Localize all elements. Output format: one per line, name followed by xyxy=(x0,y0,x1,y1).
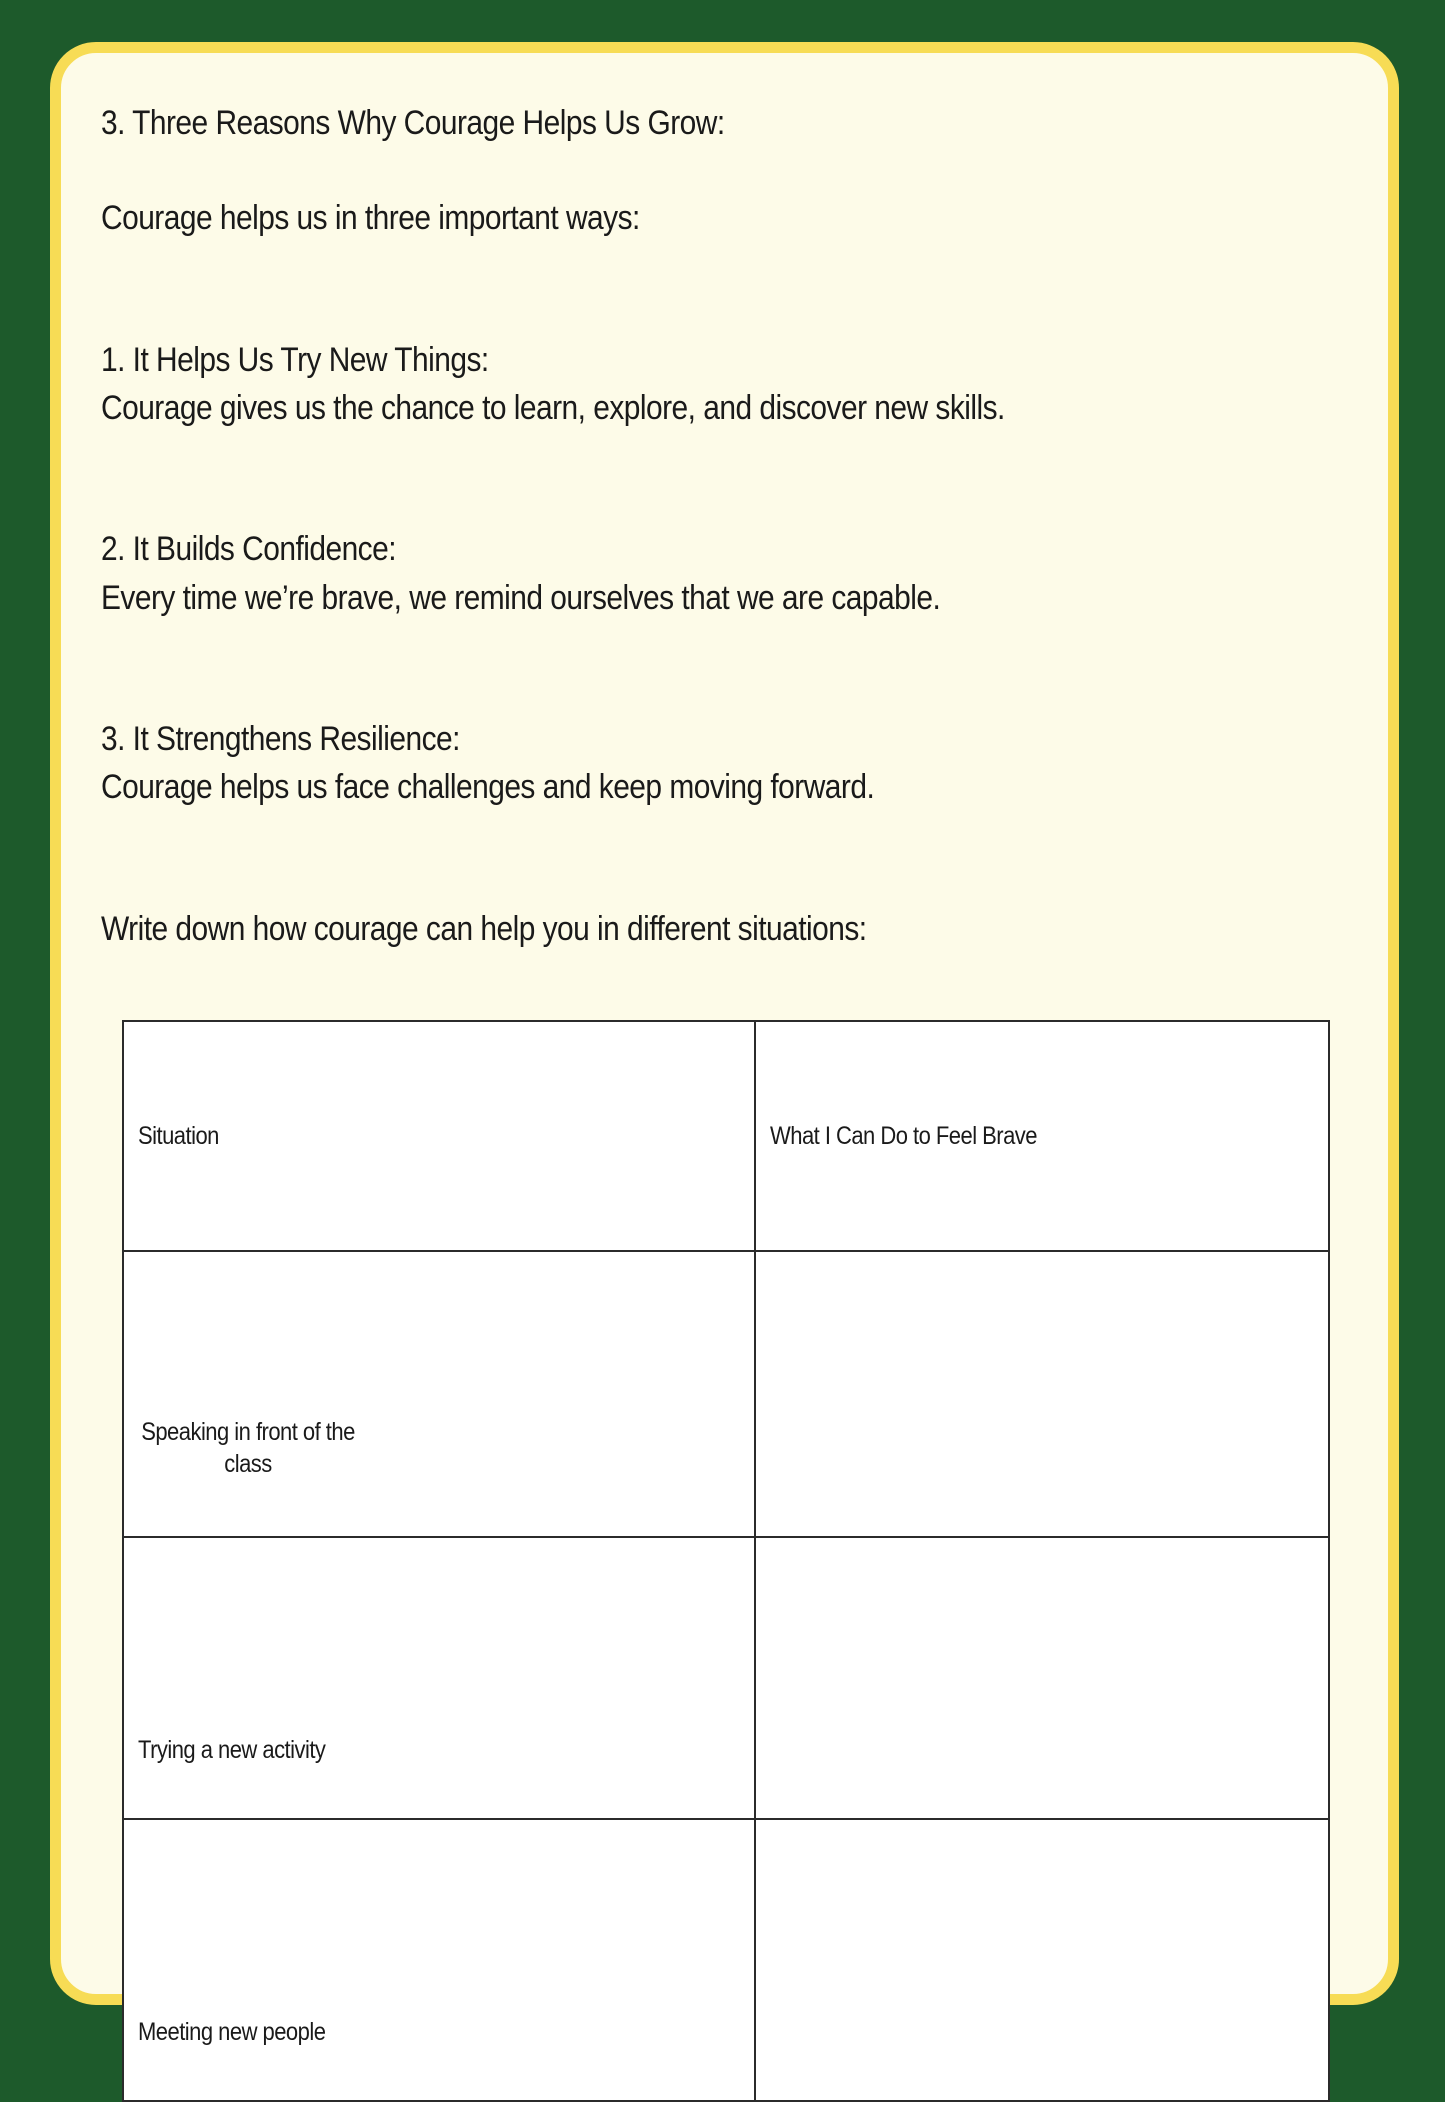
reason-2-body: Every time we’re brave, we remind ourselves that we are capable. xyxy=(101,579,941,617)
reason-1-body: Courage gives us the chance to learn, explore, and discover new skills. xyxy=(101,389,1005,427)
reason-1-title: 1. It Helps Us Try New Things: xyxy=(101,341,489,379)
situation-label: Meeting new people xyxy=(138,2018,326,2046)
courage-table xyxy=(122,1020,1330,2102)
situation-label: Speaking in front of the class xyxy=(141,1418,355,1478)
table-row xyxy=(123,1251,1329,1537)
table-row xyxy=(123,1819,1329,2101)
situation-cell xyxy=(123,1819,755,2101)
response-cell[interactable] xyxy=(755,1537,1329,1819)
response-cell[interactable] xyxy=(755,1819,1329,2101)
header-label-brave: What I Can Do to Feel Brave xyxy=(770,1122,1037,1150)
situation-cell xyxy=(123,1537,755,1819)
table-header-row xyxy=(123,1021,1329,1251)
header-cell-brave xyxy=(755,1021,1329,1251)
reason-3-body: Courage helps us face challenges and keep moving forward. xyxy=(101,768,875,806)
reason-3-title: 3. It Strengthens Resilience: xyxy=(101,720,460,758)
header-cell-situation xyxy=(123,1021,755,1251)
header-label-situation: Situation xyxy=(138,1122,219,1150)
situation-cell xyxy=(123,1251,755,1537)
section-heading: 3. Three Reasons Why Courage Helps Us Grow: xyxy=(101,104,725,142)
table-prompt: Write down how courage can help you in different situations: xyxy=(101,910,867,948)
situation-label: Trying a new activity xyxy=(138,1736,326,1764)
reason-2-title: 2. It Builds Confidence: xyxy=(101,530,397,568)
response-cell[interactable] xyxy=(755,1251,1329,1537)
intro-text: Courage helps us in three important ways: xyxy=(101,199,640,237)
table-row xyxy=(123,1537,1329,1819)
